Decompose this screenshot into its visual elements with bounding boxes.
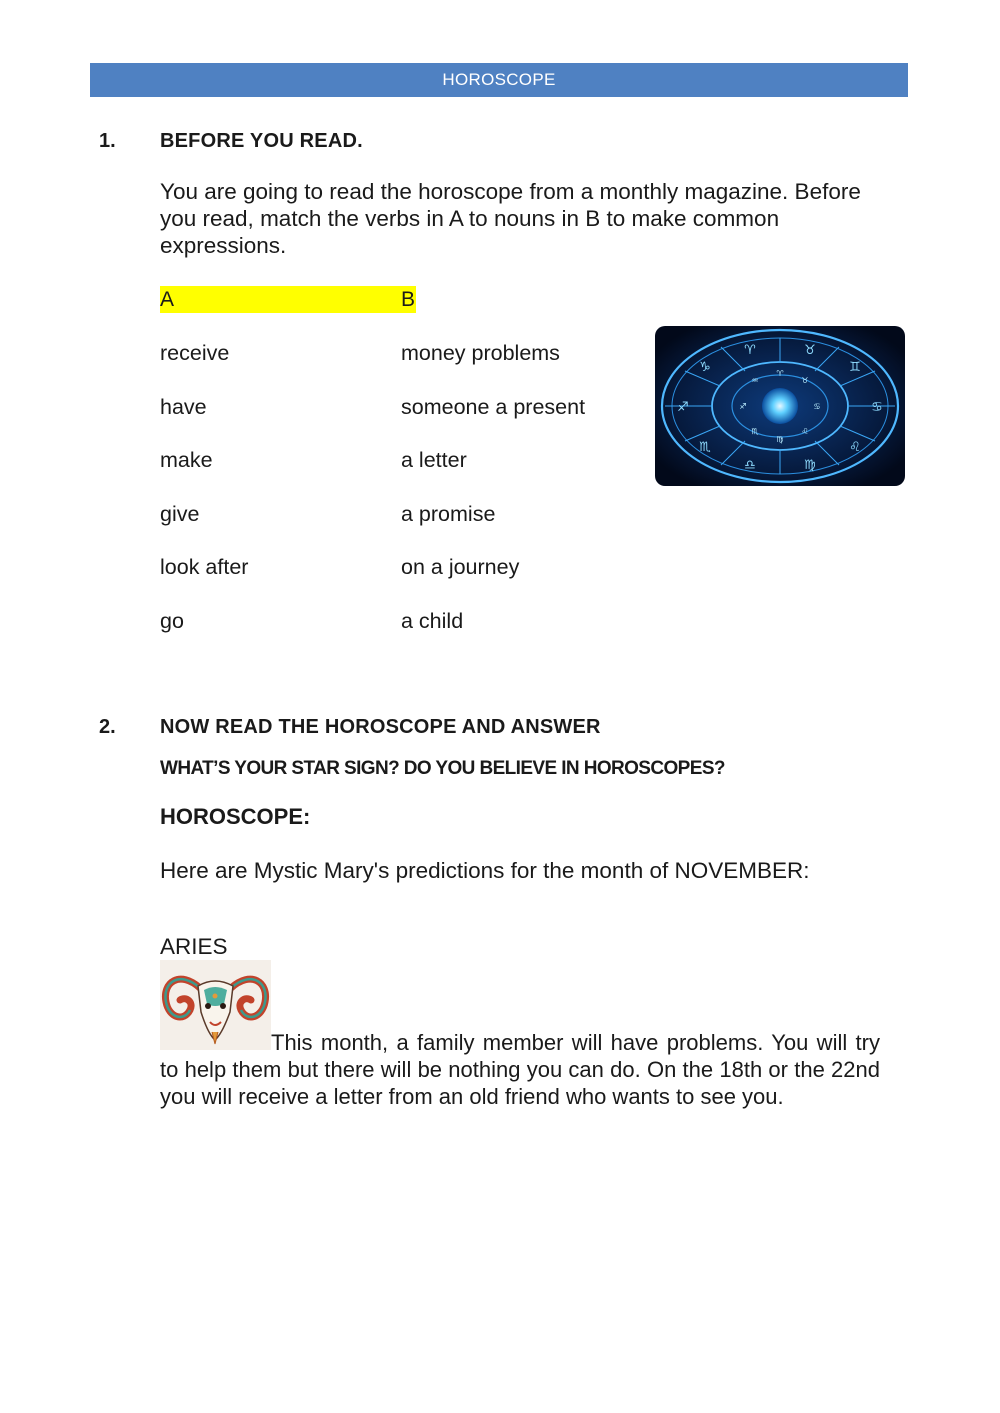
svg-text:♋: ♋: [813, 402, 821, 411]
aries-prediction-text: This month, a family member will have problems. You will try to help them but there will be nothing you can do. On the 18th or the 22nd you will receive a letter from an old friend who wants to see you.: [160, 1030, 880, 1109]
column-a-label: A: [160, 288, 175, 311]
column-b-label: B: [401, 288, 416, 311]
horoscope-label: HOROSCOPE:: [160, 804, 311, 829]
verb-a: look after: [160, 555, 249, 579]
svg-text:♑: ♑: [699, 360, 711, 375]
svg-text:♈: ♈: [776, 369, 784, 378]
noun-b: money problems: [401, 341, 560, 365]
svg-text:♍: ♍: [776, 435, 784, 444]
svg-text:♋: ♋: [871, 400, 883, 415]
verb-a: receive: [160, 341, 230, 365]
section-1-intro: You are going to read the horoscope from a monthly magazine. Before you read, match the verbs in A to nouns in B to make common expressions.: [160, 179, 861, 258]
noun-b: someone a present: [401, 395, 586, 419]
column-header-highlight: [160, 286, 416, 313]
verb-a: make: [160, 448, 213, 472]
svg-text:♈: ♈: [744, 343, 756, 358]
star-sign-question: WHAT’S YOUR STAR SIGN? DO YOU BELIEVE IN HOROSCOPES?: [160, 758, 725, 779]
section-2-number: 2.: [99, 716, 116, 738]
verb-a: go: [160, 609, 184, 633]
svg-text:♐: ♐: [677, 400, 689, 415]
svg-text:♍: ♍: [804, 458, 816, 473]
verb-a: have: [160, 395, 207, 419]
svg-text:♉: ♉: [801, 376, 809, 385]
predictions-intro: Here are Mystic Mary's predictions for the month of NOVEMBER:: [160, 858, 810, 883]
page-title: HOROSCOPE: [442, 70, 556, 89]
noun-b: a promise: [401, 502, 496, 526]
svg-text:♐: ♐: [739, 402, 747, 411]
section-1-number: 1.: [99, 130, 116, 152]
svg-text:♏: ♏: [751, 427, 759, 436]
svg-text:♉: ♉: [804, 343, 816, 358]
noun-b: a letter: [401, 448, 467, 472]
noun-b: on a journey: [401, 555, 520, 579]
noun-b: a child: [401, 609, 464, 633]
verb-a: give: [160, 502, 200, 526]
section-2-title: NOW READ THE HOROSCOPE AND ANSWER: [160, 716, 601, 738]
svg-text:♌: ♌: [801, 427, 809, 436]
section-1-title: BEFORE YOU READ.: [160, 130, 363, 152]
sign-name-aries: ARIES: [160, 934, 228, 959]
svg-text:♒: ♒: [751, 376, 759, 385]
svg-text:♏: ♏: [699, 440, 711, 455]
svg-text:♎: ♎: [744, 458, 756, 473]
header-bar: [90, 63, 908, 97]
zodiac-wheel-image: [655, 326, 905, 486]
svg-text:♊: ♊: [849, 360, 861, 375]
svg-text:♌: ♌: [849, 440, 861, 455]
